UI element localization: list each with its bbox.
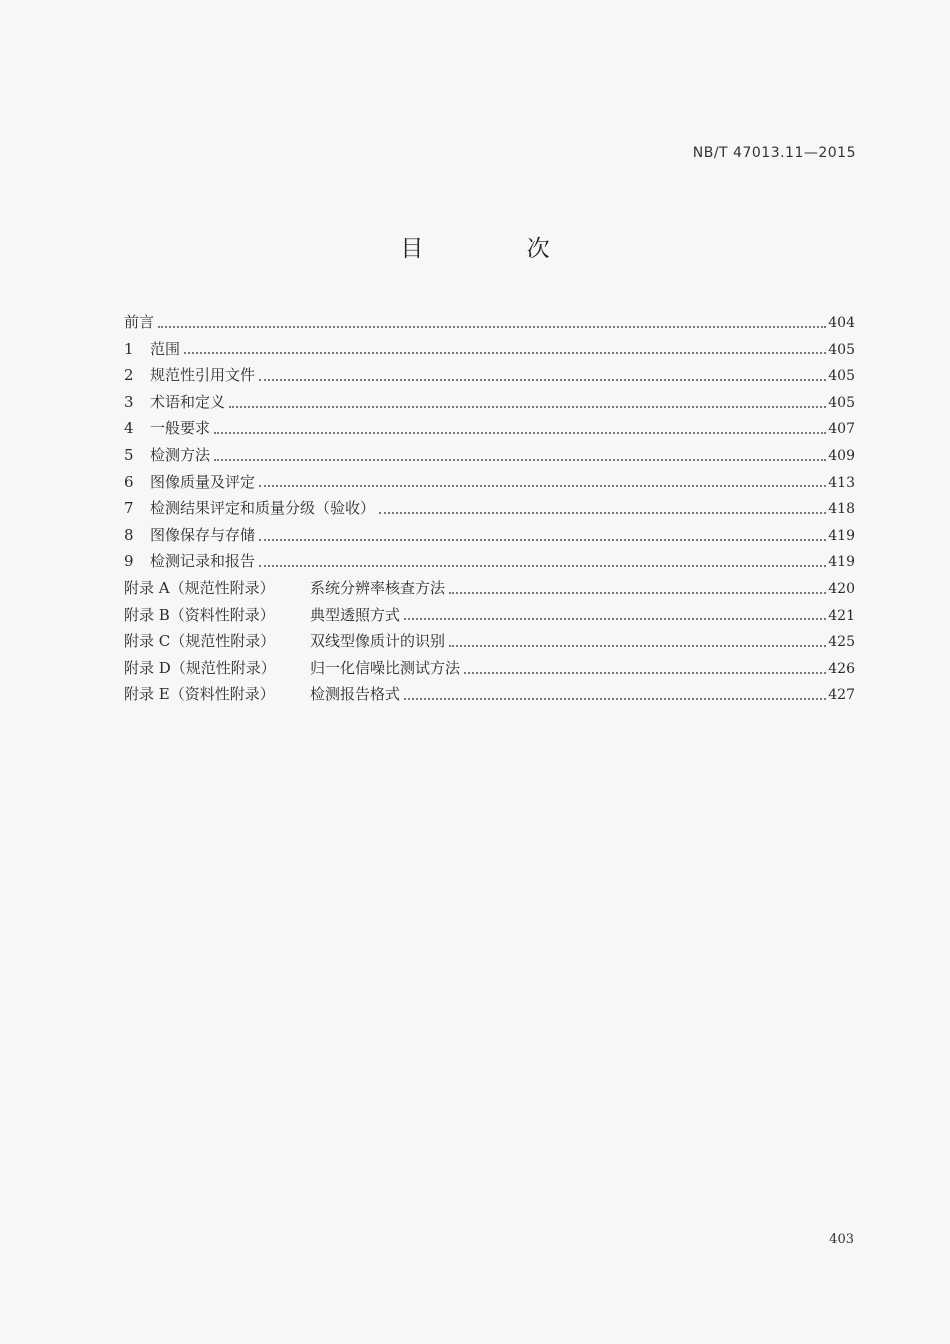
toc-entry-appendix-prefix: 附录 C（规范性附录） xyxy=(124,632,276,651)
toc-entry-label: 系统分辨率核查方法 xyxy=(310,578,446,597)
toc-entry-label: 检测报告格式 xyxy=(310,685,401,704)
toc-title: 目 次 xyxy=(400,236,598,262)
toc-leader-dots xyxy=(184,351,826,354)
page-number: 403 xyxy=(829,1232,854,1247)
toc-entry-number: 8 xyxy=(124,525,134,544)
toc-entry-page: 413 xyxy=(828,474,855,491)
toc-entry-number: 4 xyxy=(124,419,134,438)
toc-entry xyxy=(124,495,855,522)
toc-entry-label: 前言 xyxy=(124,313,155,331)
toc-entry-number: 5 xyxy=(124,445,134,464)
toc-leader-dots xyxy=(259,378,826,381)
toc-entry-appendix-prefix: 附录 D（规范性附录） xyxy=(124,658,276,677)
toc-entry xyxy=(124,309,855,336)
toc-entry-appendix-prefix: 附录 E（资料性附录） xyxy=(124,685,275,704)
toc-entry-number: 3 xyxy=(124,392,134,411)
toc-entry-label: 检测结果评定和质量分级（验收） xyxy=(150,499,376,518)
toc-entry xyxy=(124,575,855,602)
toc-leader-dots xyxy=(229,405,826,408)
toc-entry xyxy=(124,681,855,708)
toc-leader-dots xyxy=(464,671,826,674)
toc-entry-page: 421 xyxy=(828,607,855,624)
toc-entry-number: 9 xyxy=(124,552,134,571)
toc-entry-label: 规范性引用文件 xyxy=(150,366,256,385)
toc-entry-number: 2 xyxy=(124,366,134,385)
toc-entry xyxy=(124,469,855,496)
toc-leader-dots xyxy=(379,511,826,514)
toc-entry xyxy=(124,548,855,575)
toc-entry xyxy=(124,389,855,416)
toc-leader-dots xyxy=(449,591,826,594)
toc-entry-page: 419 xyxy=(828,527,855,544)
toc-entry-label: 检测记录和报告 xyxy=(150,552,256,571)
toc-leader-dots xyxy=(214,431,826,434)
toc-entry-label: 图像保存与存储 xyxy=(150,525,256,544)
toc-entry xyxy=(124,655,855,682)
toc-entry-number: 1 xyxy=(124,339,134,358)
toc-leader-dots xyxy=(158,325,826,328)
toc-entry-page: 405 xyxy=(828,394,855,411)
toc-entry-page: 420 xyxy=(828,580,855,597)
toc-leader-dots xyxy=(259,484,826,487)
toc-leader-dots xyxy=(214,458,826,461)
toc-entry-label: 归一化信噪比测试方法 xyxy=(310,658,461,677)
toc-entry xyxy=(124,628,855,655)
toc-entry-page: 419 xyxy=(828,554,855,571)
toc-entry-page: 418 xyxy=(828,501,855,518)
toc-entry-page: 405 xyxy=(828,341,855,358)
toc-entry-page: 426 xyxy=(828,660,855,677)
toc-leader-dots xyxy=(449,644,826,647)
toc-entry-label: 典型透照方式 xyxy=(310,605,401,624)
toc-entry xyxy=(124,415,855,442)
toc-entry xyxy=(124,442,855,469)
toc-entry-label: 检测方法 xyxy=(150,445,211,464)
toc-entry-page: 409 xyxy=(828,447,855,464)
toc-leader-dots xyxy=(404,617,826,620)
toc-entry-appendix-prefix: 附录 B（资料性附录） xyxy=(124,605,275,624)
toc-entry-label: 双线型像质计的识别 xyxy=(310,632,446,651)
toc-entry xyxy=(124,362,855,389)
toc-entry-number: 6 xyxy=(124,472,134,491)
toc-entry-page: 405 xyxy=(828,368,855,385)
toc-entry-label: 范围 xyxy=(150,339,181,358)
toc-entry-page: 407 xyxy=(828,421,855,438)
toc-entry-label: 图像质量及评定 xyxy=(150,472,256,491)
toc-entry-page: 427 xyxy=(828,687,855,704)
toc-leader-dots xyxy=(259,538,826,541)
toc-entry-label: 一般要求 xyxy=(150,419,211,438)
toc-leader-dots xyxy=(259,564,826,567)
toc-entry-appendix-prefix: 附录 A（规范性附录） xyxy=(124,578,275,597)
toc-entry-number: 7 xyxy=(124,499,134,518)
toc-entry xyxy=(124,602,855,629)
toc-leader-dots xyxy=(404,697,826,700)
toc-entry-page: 404 xyxy=(828,315,855,331)
toc-entry-page: 425 xyxy=(828,634,855,651)
toc-entry-label: 术语和定义 xyxy=(150,392,226,411)
table-of-contents xyxy=(124,309,855,708)
toc-entry xyxy=(124,522,855,549)
standard-code: NB/T 47013.11—2015 xyxy=(692,145,856,161)
toc-entry xyxy=(124,336,855,363)
